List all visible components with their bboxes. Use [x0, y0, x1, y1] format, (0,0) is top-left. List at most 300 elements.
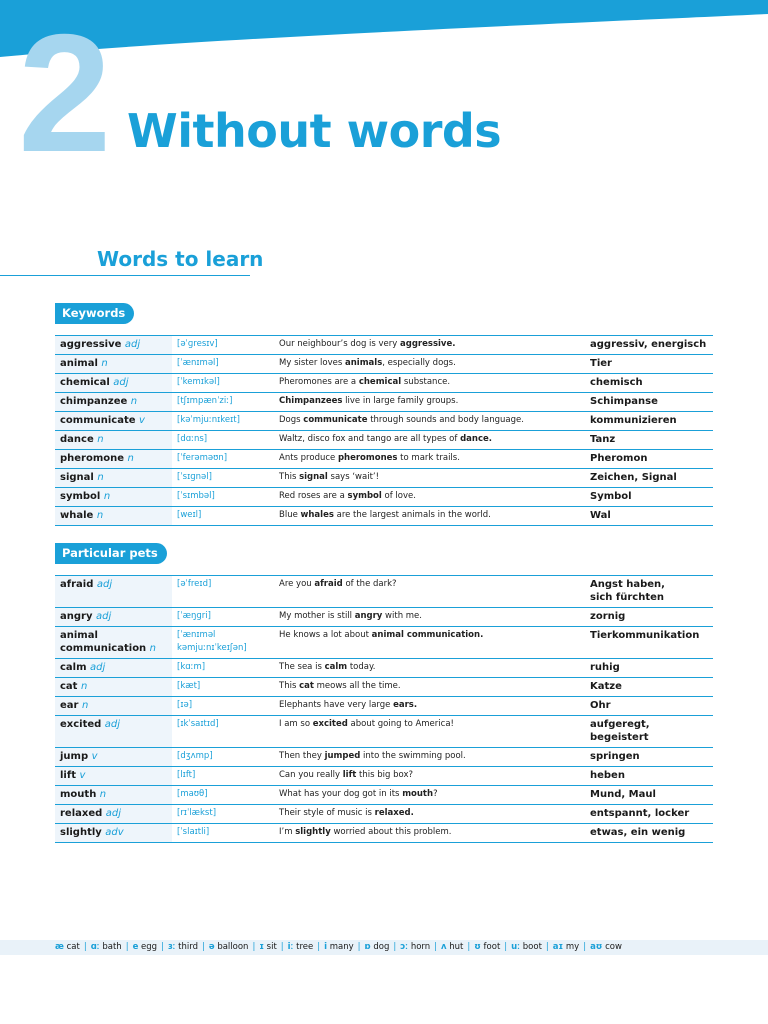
pronunciation-text: [tʃɪmpænˈziː] — [177, 396, 233, 406]
vocab-translation — [585, 678, 713, 697]
example-text-post: into the swimming pool. — [360, 751, 466, 761]
example-text-pre: Are you — [279, 579, 315, 589]
vocab-translation — [585, 469, 713, 488]
phonetic-separator: | — [252, 942, 256, 952]
vocab-pronunciation — [172, 507, 274, 526]
vocab-word: excited — [60, 719, 102, 730]
example-text-pre: Then they — [279, 751, 325, 761]
example-highlight: pheromones — [337, 453, 398, 463]
pronunciation-text: [dɑːns] — [177, 434, 208, 444]
vocab-translation — [585, 336, 713, 355]
translation-text: heben — [590, 770, 625, 781]
part-of-speech: n — [130, 396, 138, 407]
vocab-word-cell — [55, 431, 172, 450]
phonetic-example: foot — [480, 942, 501, 952]
part-of-speech: n — [96, 510, 104, 521]
phonetic-symbol: ɜː — [167, 942, 176, 952]
phonetic-example: bath — [99, 942, 122, 952]
phonetic-symbol: ʊ — [474, 942, 481, 952]
vocab-row — [55, 488, 713, 507]
vocab-word-cell — [55, 393, 172, 412]
phonetic-example: many — [327, 942, 354, 952]
vocab-pronunciation — [172, 469, 274, 488]
vocab-pronunciation — [172, 393, 274, 412]
part-of-speech: n — [127, 453, 134, 464]
example-text-post: says ‘wait’! — [327, 472, 380, 482]
example-highlight: ears. — [393, 700, 418, 710]
vocab-example — [274, 678, 585, 697]
vocab-example — [274, 412, 585, 431]
translation-text: Mund, Maul — [590, 789, 656, 800]
phonetic-symbol: iː — [287, 942, 294, 952]
vocab-word-cell — [55, 576, 172, 608]
vocab-word-cell — [55, 697, 172, 716]
vocab-row — [55, 824, 713, 843]
example-highlight: relaxed. — [374, 808, 414, 818]
vocab-word-cell — [55, 374, 172, 393]
translation-text: Tierkommunikation — [590, 630, 700, 641]
phonetic-symbol: ɑː — [90, 942, 100, 952]
vocab-translation — [585, 627, 713, 659]
header-band — [0, 0, 768, 60]
vocab-word: aggressive — [60, 339, 122, 350]
phonetic-separator: | — [504, 942, 508, 952]
vocab-word: mouth — [60, 789, 97, 800]
vocab-example — [274, 336, 585, 355]
example-text-post: meows all the time. — [313, 681, 401, 691]
translation-text: ruhig — [590, 662, 620, 673]
vocab-example — [274, 576, 585, 608]
vocab-pronunciation — [172, 374, 274, 393]
pronunciation-text: [dʒʌmp] — [177, 751, 213, 761]
pronunciation-text: [kæt] — [177, 681, 201, 691]
vocab-word: chimpanzee — [60, 396, 128, 407]
part-of-speech: adj — [104, 719, 121, 730]
translation-text: entspannt, locker — [590, 808, 690, 819]
phonetic-example: tree — [293, 942, 314, 952]
example-text-pre: Dogs — [279, 415, 304, 425]
keywords-table — [55, 335, 713, 526]
vocab-row — [55, 767, 713, 786]
example-text-post: today. — [347, 662, 376, 672]
vocab-row — [55, 678, 713, 697]
vocab-pronunciation — [172, 431, 274, 450]
example-highlight: jumped — [324, 751, 361, 761]
example-highlight: signal — [299, 472, 328, 482]
example-highlight: animal communication. — [371, 630, 484, 640]
vocab-example — [274, 697, 585, 716]
vocab-pronunciation — [172, 450, 274, 469]
vocab-pronunciation — [172, 748, 274, 767]
part-of-speech: v — [139, 415, 145, 426]
vocab-example — [274, 507, 585, 526]
vocab-example — [274, 450, 585, 469]
translation-text: aufgeregt, begeistert — [590, 719, 650, 743]
vocab-row — [55, 507, 713, 526]
vocab-word-cell — [55, 748, 172, 767]
part-of-speech: n — [80, 681, 88, 692]
vocab-translation — [585, 824, 713, 843]
pronunciation-text: [lɪft] — [177, 770, 196, 780]
example-text-post: ? — [433, 789, 438, 799]
vocab-translation — [585, 431, 713, 450]
vocab-pronunciation — [172, 627, 274, 659]
example-text-pre: He knows a lot about — [279, 630, 372, 640]
vocab-pronunciation — [172, 824, 274, 843]
example-highlight: aggressive. — [400, 339, 456, 349]
phonetic-separator: | — [545, 942, 549, 952]
example-text-pre: I am so — [279, 719, 313, 729]
vocab-word: symbol — [60, 491, 101, 502]
keywords-label: Keywords — [55, 303, 134, 324]
example-text-pre: I’m — [279, 827, 296, 837]
vocab-example — [274, 431, 585, 450]
example-highlight: excited — [312, 719, 348, 729]
pronunciation-text: [ˈkemɪkəl] — [177, 377, 220, 387]
phonetic-symbol: aʊ — [590, 942, 603, 952]
vocab-pronunciation — [172, 767, 274, 786]
phonetic-separator: | — [393, 942, 397, 952]
vocab-word-cell — [55, 805, 172, 824]
pronunciation-text: [maʊθ] — [177, 789, 208, 799]
pronunciation-text: [əˈfreɪd] — [177, 579, 212, 589]
vocab-example — [274, 659, 585, 678]
vocab-translation — [585, 450, 713, 469]
vocab-row — [55, 576, 713, 608]
vocab-word-cell — [55, 488, 172, 507]
translation-text: aggressiv, energisch — [590, 339, 707, 350]
vocab-translation — [585, 488, 713, 507]
phonetic-symbol: ɔː — [400, 942, 409, 952]
example-text-post: of love. — [381, 491, 416, 501]
chapter-title: Without words — [127, 104, 502, 158]
translation-text: springen — [590, 751, 640, 762]
vocab-word: ear — [60, 700, 79, 711]
vocab-row — [55, 748, 713, 767]
part-of-speech: n — [97, 434, 104, 445]
translation-text: Schimpanse — [590, 396, 658, 407]
vocab-word-cell — [55, 659, 172, 678]
phonetic-separator: | — [357, 942, 361, 952]
pronunciation-text: [ˈæŋɡri] — [177, 611, 211, 621]
example-highlight: afraid — [314, 579, 343, 589]
chapter-number: 2 — [18, 0, 108, 187]
phonetic-example: cow — [602, 942, 622, 952]
vocab-example — [274, 355, 585, 374]
part-of-speech: v — [79, 770, 86, 781]
part-of-speech: adv — [105, 827, 124, 838]
pronunciation-text: [weɪl] — [177, 510, 202, 520]
vocab-word: cat — [60, 681, 78, 692]
example-text-pre: Red roses are a — [279, 491, 348, 501]
vocab-example — [274, 627, 585, 659]
pronunciation-text: [kəˈmjuːnɪkeɪt] — [177, 415, 240, 425]
vocab-pronunciation — [172, 608, 274, 627]
phonetic-symbol: i — [324, 942, 328, 952]
translation-text: Pheromon — [590, 453, 648, 464]
vocab-word-cell — [55, 824, 172, 843]
vocab-word-cell — [55, 507, 172, 526]
example-text-pre: What has your dog got in its — [279, 789, 403, 799]
vocab-example — [274, 767, 585, 786]
vocab-example — [274, 608, 585, 627]
translation-text-line2: sich fürchten — [590, 592, 665, 603]
section-divider — [0, 275, 250, 276]
example-text-post: with me. — [382, 611, 422, 621]
example-text-post: are the largest animals in the world. — [333, 510, 491, 520]
vocab-example — [274, 824, 585, 843]
vocab-word: afraid — [60, 579, 94, 590]
translation-text: etwas, ein wenig — [590, 827, 686, 838]
phonetic-example: third — [175, 942, 198, 952]
vocab-translation — [585, 748, 713, 767]
part-of-speech: n — [149, 643, 157, 654]
vocab-example — [274, 469, 585, 488]
vocab-translation — [585, 507, 713, 526]
phonetic-example: sit — [263, 942, 277, 952]
vocab-word-cell — [55, 608, 172, 627]
vocab-word: calm — [60, 662, 87, 673]
vocab-example — [274, 805, 585, 824]
vocab-pronunciation — [172, 659, 274, 678]
part-of-speech: v — [91, 751, 98, 762]
vocab-row — [55, 608, 713, 627]
example-text-post: to mark trails. — [397, 453, 460, 463]
part-of-speech: adj — [113, 377, 129, 388]
vocab-example — [274, 716, 585, 748]
pets-table — [55, 575, 713, 843]
example-text-post: live in large family groups. — [342, 396, 459, 406]
vocab-pronunciation — [172, 716, 274, 748]
phonetic-separator: | — [467, 942, 471, 952]
phonetic-separator: | — [317, 942, 321, 952]
example-text-pre: My sister loves — [279, 358, 345, 368]
vocab-word: animal — [60, 358, 98, 369]
phonetic-example: boot — [520, 942, 542, 952]
part-of-speech: n — [99, 789, 107, 800]
vocab-row — [55, 716, 713, 748]
vocab-word-line2: communication — [60, 643, 147, 654]
example-text-pre: Elephants have very large — [279, 700, 394, 710]
example-highlight: mouth — [402, 789, 434, 799]
part-of-speech: n — [97, 472, 104, 483]
example-text-post: substance. — [401, 377, 451, 387]
pronunciation-text: [ˈferəməʊn] — [177, 453, 228, 463]
phonetic-example: horn — [408, 942, 431, 952]
pronunciation-text: [əˈɡresɪv] — [177, 339, 218, 349]
translation-text: Tier — [590, 358, 612, 369]
pronunciation-text: [ˈsɪmbəl] — [177, 491, 215, 501]
vocab-pronunciation — [172, 697, 274, 716]
example-highlight: Chimpanzees — [279, 396, 343, 406]
pronunciation-text: [ɪə] — [177, 700, 193, 710]
example-text-pre: My mother is still — [279, 611, 355, 621]
vocab-row — [55, 659, 713, 678]
keywords-table-body — [55, 336, 713, 526]
part-of-speech: n — [81, 700, 89, 711]
vocab-word: relaxed — [60, 808, 103, 819]
example-highlight: slightly — [295, 827, 331, 837]
vocab-example — [274, 488, 585, 507]
vocab-row — [55, 374, 713, 393]
vocab-word: pheromone — [60, 453, 125, 464]
phonetic-separator: | — [83, 942, 87, 952]
phonetic-example: balloon — [214, 942, 249, 952]
part-of-speech: adj — [105, 808, 122, 819]
example-text-pre: Blue — [279, 510, 301, 520]
translation-text: Ohr — [590, 700, 611, 711]
phonetic-symbol: æ — [55, 942, 64, 952]
vocab-example — [274, 786, 585, 805]
vocab-pronunciation — [172, 805, 274, 824]
part-of-speech: adj — [95, 611, 112, 622]
vocab-translation — [585, 576, 713, 608]
vocab-example — [274, 393, 585, 412]
part-of-speech: adj — [90, 662, 106, 673]
phonetic-separator: | — [201, 942, 205, 952]
vocab-word: lift — [60, 770, 76, 781]
example-text-pre: Waltz, disco fox and tango are all types of — [279, 434, 461, 444]
part-of-speech: adj — [124, 339, 141, 350]
vocab-example — [274, 374, 585, 393]
example-highlight: lift — [342, 770, 357, 780]
vocab-row — [55, 697, 713, 716]
phonetic-symbol: ə — [208, 942, 215, 952]
translation-text: chemisch — [590, 377, 643, 388]
vocab-word-cell — [55, 716, 172, 748]
pronunciation-text: [ˈsɪɡnəl] — [177, 472, 212, 482]
example-highlight: communicate — [303, 415, 368, 425]
vocab-translation — [585, 355, 713, 374]
vocab-word-cell — [55, 336, 172, 355]
example-text-post: of the dark? — [342, 579, 397, 589]
vocab-row — [55, 336, 713, 355]
phonetic-separator: | — [280, 942, 284, 952]
vocab-pronunciation — [172, 678, 274, 697]
example-text-pre: The sea is — [279, 662, 325, 672]
phonetic-symbol: uː — [511, 942, 521, 952]
part-of-speech: n — [103, 491, 111, 502]
vocab-row — [55, 805, 713, 824]
example-highlight: calm — [324, 662, 348, 672]
vocab-word-cell — [55, 786, 172, 805]
vocab-word-cell — [55, 767, 172, 786]
translation-text: zornig — [590, 611, 626, 622]
example-text-pre: Can you really — [279, 770, 343, 780]
vocab-translation — [585, 659, 713, 678]
phonetic-separator: | — [434, 942, 438, 952]
vocab-translation — [585, 786, 713, 805]
example-highlight: animals — [345, 358, 383, 368]
pets-table-body — [55, 576, 713, 843]
phonetic-key — [0, 940, 768, 955]
phonetic-example: cat — [63, 942, 80, 952]
vocab-word: signal — [60, 472, 94, 483]
example-text-post: , especially dogs. — [382, 358, 456, 368]
pronunciation-text: [ˈslaɪtli] — [177, 827, 210, 837]
example-text-pre: This — [279, 681, 300, 691]
phonetic-separator: | — [161, 942, 164, 952]
vocab-translation — [585, 608, 713, 627]
example-text-post: this big box? — [356, 770, 414, 780]
header-band-shape — [0, 0, 768, 60]
particular-pets-label: Particular pets — [55, 543, 167, 564]
phonetic-separator: | — [125, 942, 129, 952]
vocab-row — [55, 450, 713, 469]
vocab-translation — [585, 767, 713, 786]
vocab-row — [55, 412, 713, 431]
translation-text: kommunizieren — [590, 415, 677, 426]
vocab-pronunciation — [172, 336, 274, 355]
example-highlight: dance. — [460, 434, 492, 444]
pronunciation-text: [ˈænɪməl] — [177, 358, 219, 368]
example-text-pre: Pheromones are a — [279, 377, 359, 387]
example-text-pre: This — [279, 472, 300, 482]
pronunciation-text: [ˈænɪməl — [177, 630, 216, 640]
example-highlight: symbol — [347, 491, 382, 501]
section-heading: Words to learn — [97, 247, 264, 271]
translation-text: Tanz — [590, 434, 616, 445]
phonetic-symbol: ʌ — [441, 942, 447, 952]
vocab-row — [55, 355, 713, 374]
vocab-row — [55, 627, 713, 659]
vocab-example — [274, 748, 585, 767]
translation-text: Symbol — [590, 491, 632, 502]
vocab-word-cell — [55, 450, 172, 469]
part-of-speech: n — [101, 358, 108, 369]
example-text-post: about going to America! — [347, 719, 454, 729]
translation-text: Zeichen, Signal — [590, 472, 677, 483]
vocab-word: communicate — [60, 415, 136, 426]
vocab-translation — [585, 716, 713, 748]
phonetic-example: dog — [370, 942, 390, 952]
example-highlight: angry — [354, 611, 383, 621]
vocab-word-cell — [55, 355, 172, 374]
example-highlight: chemical — [358, 377, 402, 387]
translation-text: Angst haben, — [590, 579, 665, 590]
pronunciation-text: [ɪkˈsaɪtɪd] — [177, 719, 219, 729]
vocab-translation — [585, 412, 713, 431]
vocab-word-cell — [55, 678, 172, 697]
part-of-speech: adj — [96, 579, 113, 590]
vocab-row — [55, 431, 713, 450]
pronunciation-text-line2: kəmjuːnɪˈkeɪʃən] — [177, 643, 247, 653]
example-text-pre: Their style of music is — [279, 808, 375, 818]
vocab-word: chemical — [60, 377, 110, 388]
vocab-row — [55, 469, 713, 488]
vocab-word: jump — [60, 751, 89, 762]
phonetic-example: my — [563, 942, 580, 952]
translation-text: Katze — [590, 681, 622, 692]
vocab-translation — [585, 697, 713, 716]
vocab-pronunciation — [172, 576, 274, 608]
vocab-row — [55, 393, 713, 412]
vocab-word: dance — [60, 434, 94, 445]
vocab-pronunciation — [172, 355, 274, 374]
phonetic-symbol: ɒ — [364, 942, 371, 952]
example-text-pre: Ants produce — [279, 453, 338, 463]
example-text-post: worried about this problem. — [330, 827, 452, 837]
phonetic-example: hut — [446, 942, 464, 952]
phonetic-separator: | — [583, 942, 587, 952]
vocab-word-cell — [55, 469, 172, 488]
vocab-translation — [585, 805, 713, 824]
vocab-pronunciation — [172, 488, 274, 507]
example-highlight: whales — [300, 510, 334, 520]
example-text-pre: Our neighbour’s dog is very — [279, 339, 401, 349]
example-text-post: through sounds and body language. — [367, 415, 524, 425]
vocab-translation — [585, 374, 713, 393]
